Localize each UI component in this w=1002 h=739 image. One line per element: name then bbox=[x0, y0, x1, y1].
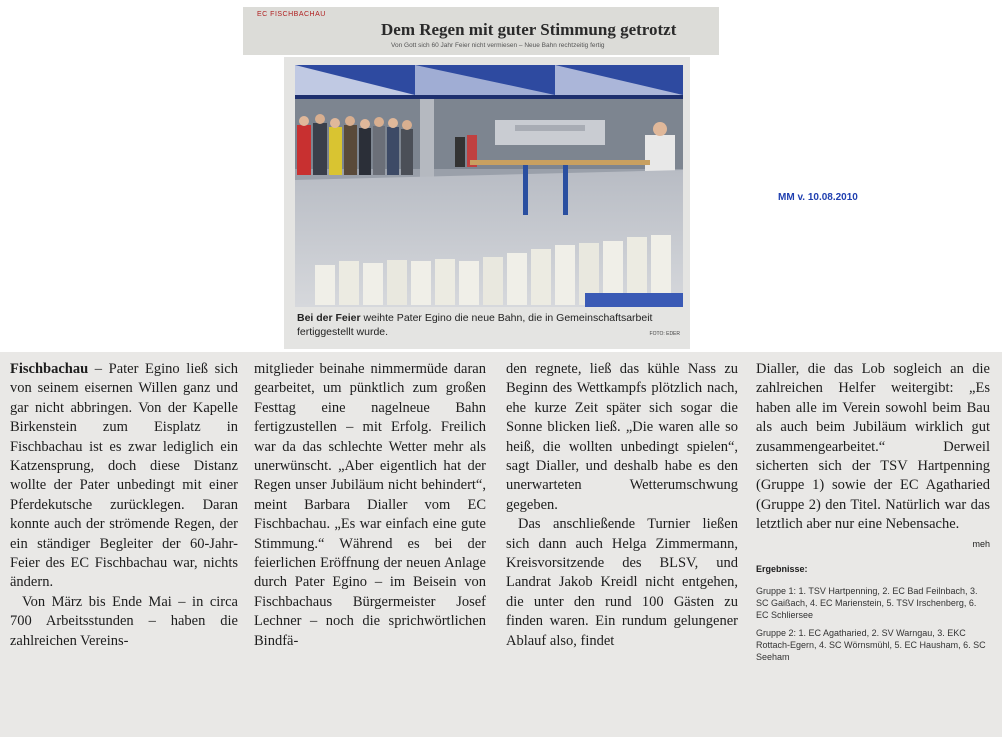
results-box bbox=[756, 585, 990, 663]
article-header bbox=[243, 7, 719, 55]
author-initials: meh bbox=[972, 538, 990, 549]
article-column-4 bbox=[756, 360, 990, 669]
caption-lead: Bei der Feier bbox=[297, 312, 361, 324]
photo-credit: FOTO: EDER bbox=[649, 331, 680, 337]
event-photo bbox=[295, 65, 683, 307]
results-group-1: Gruppe 1: 1. TSV Hartpenning, 2. EC Bad Feilnbach, 3. SC Gaißach, 4. EC Marienstein, 5. TSV Irschenberg, 6. EC Schliersee bbox=[756, 586, 978, 621]
results-group-2: Gruppe 2: 1. EC Agatharied, 2. SV Warngau, 3. EKC Rottach-Egern, 4. SC Wörnsmühl, 5. EC Hausham, 6. SC Seeham bbox=[756, 628, 986, 663]
photo-caption bbox=[297, 311, 683, 339]
article-column-3 bbox=[506, 360, 738, 651]
article-column-1 bbox=[10, 360, 238, 651]
article-body bbox=[0, 352, 1002, 737]
subheadline: Von Gott sich 60 Jahr Feier nicht vermiesen – Neue Bahn rechtzeitig fertig bbox=[391, 42, 605, 49]
paragraph: – Pater Egino ließ sich von seinem eisernen Willen ganz und gar nicht abbringen. Von der Kapelle Birkenstein zum Eisplatz in Fischbachau ist es zwar lediglich ein Katzensprung, doch diese Distanz wollte der Pater unbedingt mit einer Pferdekutsche zurücklegen. Daran konnte auch der strömende Regen, der ein ständiger Begleiter der 60-Jahr-Feier des EC Fischbachau war, nichts ändern. bbox=[10, 361, 238, 591]
photo-box bbox=[284, 57, 690, 349]
ice-rink-photo-illustration bbox=[295, 65, 683, 307]
dateline: Fischbachau bbox=[10, 361, 89, 377]
paragraph: Dialler, die das Lob sogleich an die zahlreichen Helfer weitergibt: „Es haben alle im Verein sowohl beim Bau als auch beim Jubiläum wirklich gut zusammengearbeitet.“ Derweil sicherten sich der TSV Hartpenning (Gruppe 1) sowie der EC Agatharied (Gruppe 2) den Titel. Natürlich war das letztlich aber nur eine Nebensache. bbox=[756, 361, 990, 533]
caption-text: weihte Pater Egino die neue Bahn, die in Gemeinschaftsarbeit fertiggestellt wurde. bbox=[297, 312, 653, 338]
section-label: EC FISCHBACHAU bbox=[257, 11, 326, 18]
article-column-2 bbox=[254, 360, 486, 651]
results-heading: Ergebnisse: bbox=[756, 564, 808, 575]
paragraph: Das anschließende Turnier ließen sich dann auch Helga Zimmermann, Kreisvorsitzende des BLSV, und Landrat Jakob Kreidl nicht entgehen, die unter den rund 100 Gästen zu finden waren. Ein rundum gelungener Ablauf also, findet bbox=[506, 516, 738, 649]
source-note: MM v. 10.08.2010 bbox=[778, 192, 858, 203]
paragraph: den regnete, ließ das kühle Nass zu Beginn des Wettkampfs plötzlich nach, ehe kurze Zeit später sich sogar die Sonne blicken ließ. „Die waren alle so heiß, die wollten unbedingt spielen“, sagt Dialler, und deshalb habe es den unerwarteten Wetterumschwung gegeben. bbox=[506, 361, 738, 513]
headline: Dem Regen mit guter Stimmung getrotzt bbox=[381, 20, 677, 39]
paragraph: mitglieder beinahe nimmermüde daran gearbeitet, um pünktlich zum großen Festtag eine nagelneue Bahn fertigzustellen – mit Erfolg. Freilich war da das schlechte Wetter mehr als unerwünscht. „Aber eigentlich hat der Regen unser Jubiläum nicht behindert“, meint Barbara Dialler vom EC Fischbachau. „Es war einfach eine gute Stimmung.“ Während es bei der feierlichen Eröffnung der neuen Anlage durch Pater Egino – im Beisein von Fischbachaus Bürgermeister Josef Lechner – noch die sprichwörtlichen Bindfä- bbox=[254, 361, 486, 649]
paragraph: Von März bis Ende Mai – in circa 700 Arbeitsstunden – haben die zahlreichen Vereins- bbox=[10, 593, 238, 649]
